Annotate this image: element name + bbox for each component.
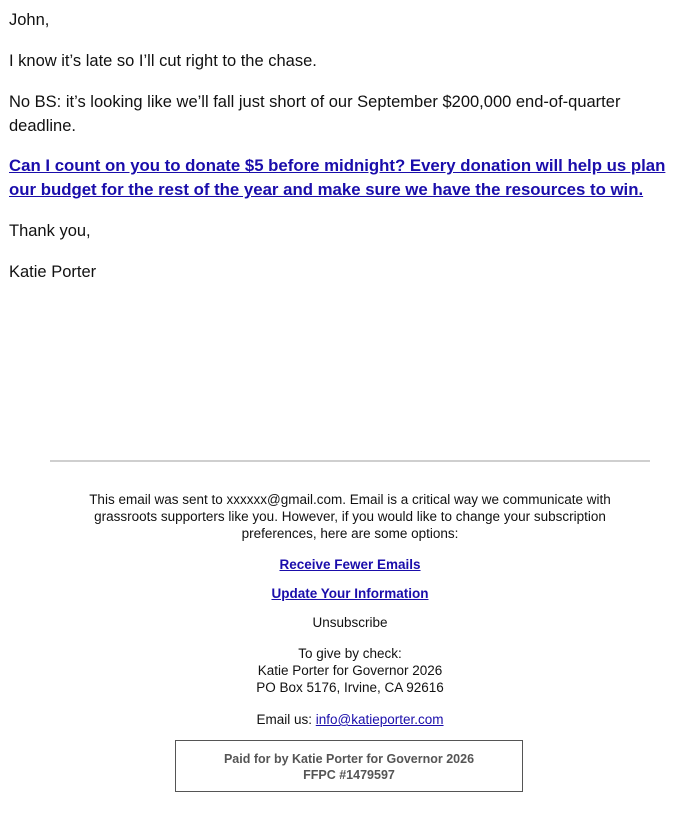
receive-fewer-emails-link[interactable]: Receive Fewer Emails — [279, 557, 421, 572]
contact-email-link[interactable]: info@katieporter.com — [315, 712, 444, 727]
check-address: PO Box 5176, Irvine, CA 92616 — [256, 680, 444, 695]
ffpc-number: FFPC #1479597 — [303, 768, 395, 782]
check-info — [50, 645, 650, 696]
paid-for-text: Paid for by Katie Porter for Governor 2026 — [223, 752, 475, 766]
check-heading: To give by check: — [298, 646, 402, 661]
deadline-paragraph: No BS: it’s looking like we’ll fall just short of our September $200,000 end-of-quarter deadline. — [9, 93, 621, 135]
footer-divider — [50, 460, 650, 462]
intro-paragraph: I know it’s late so I’ll cut right to the chase. — [9, 52, 317, 70]
receive-fewer-container — [50, 556, 650, 573]
donate-cta-link[interactable]: Can I count on you to donate $5 before midnight? Every donation will help us plan our budget for the rest of the year and make sure we have the resources to win. — [9, 156, 666, 199]
greeting: John, — [9, 11, 50, 29]
closing: Thank you, — [9, 222, 91, 240]
update-info-container — [50, 585, 650, 602]
footer-notice: This email was sent to xxxxxx@gmail.com. Email is a critical way we communicate with grassroots supporters like you. However, if you would like to change your subscription preferences, here are some options: — [89, 492, 611, 541]
contact-line — [50, 711, 650, 728]
paid-for-disclaimer — [175, 740, 523, 792]
email-label: Email us: — [256, 712, 312, 727]
check-payee: Katie Porter for Governor 2026 — [257, 663, 443, 678]
unsubscribe-container — [50, 614, 650, 631]
update-information-link[interactable]: Update Your Information — [271, 586, 429, 601]
signature: Katie Porter — [9, 263, 97, 281]
unsubscribe-link[interactable]: Unsubscribe — [312, 615, 388, 630]
